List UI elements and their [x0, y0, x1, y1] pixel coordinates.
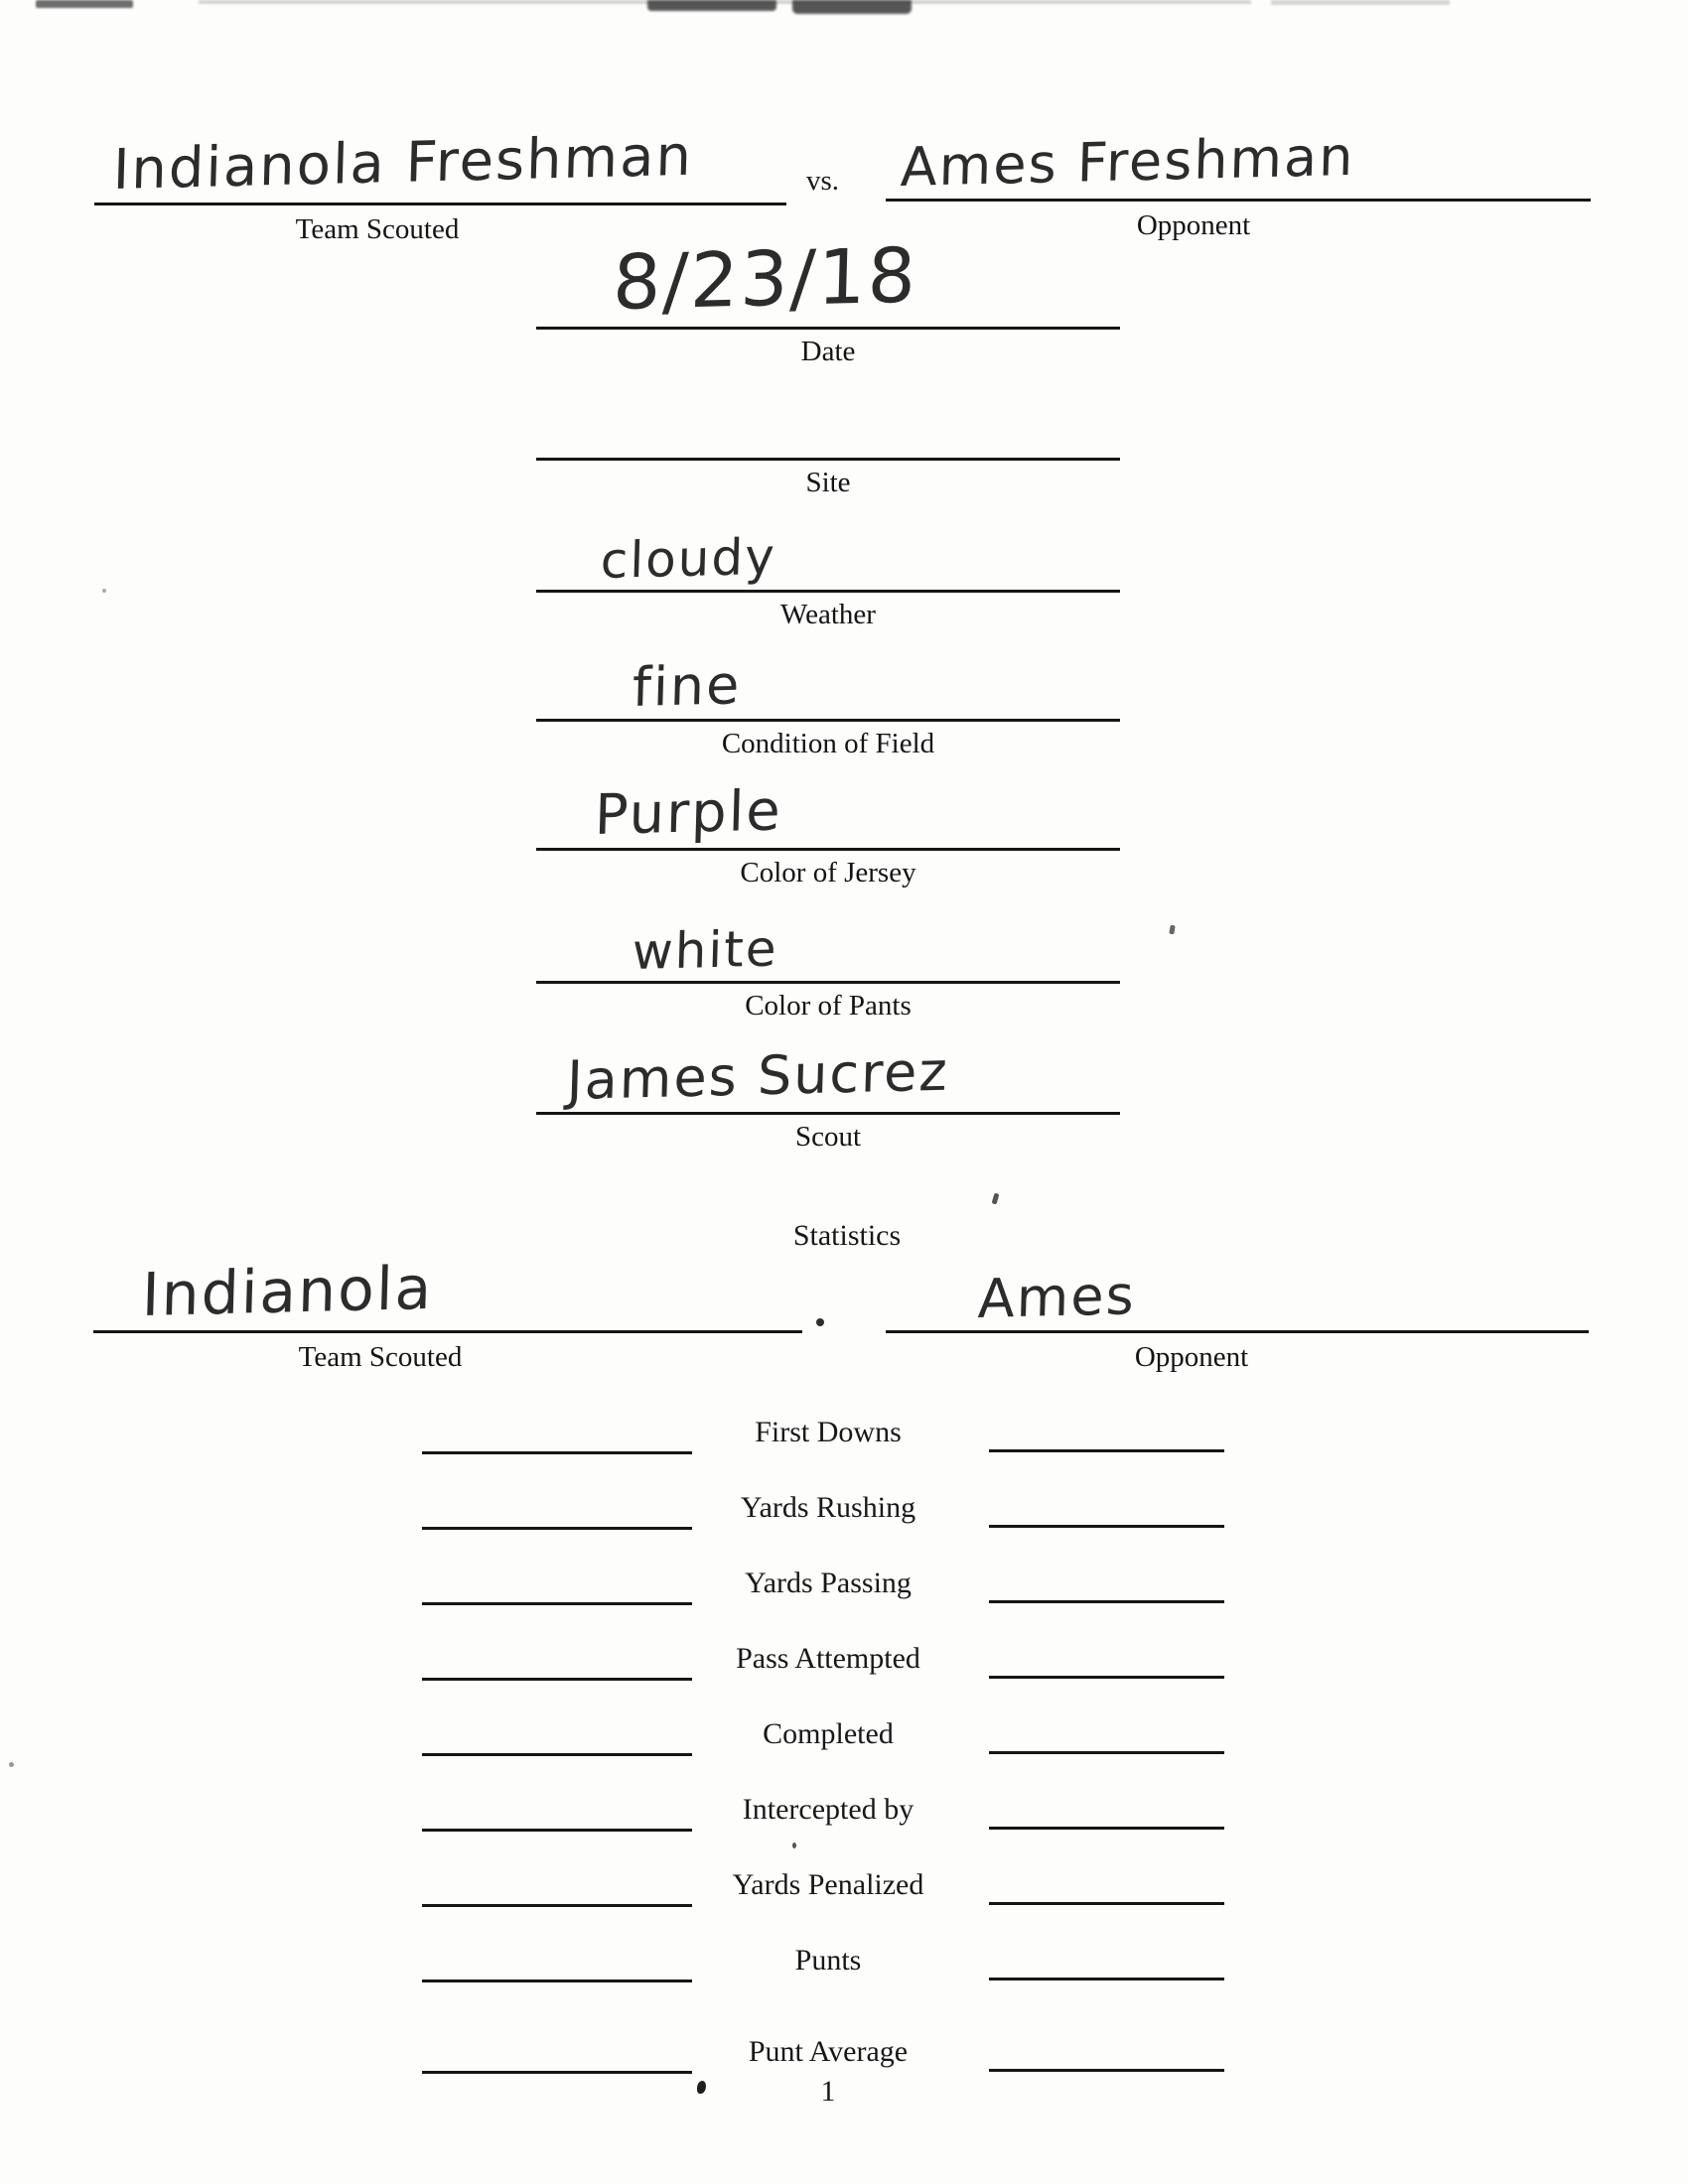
condition-of-field-label: Condition of Field — [721, 728, 935, 759]
stats-opponent-handwriting: Ames — [977, 1264, 1137, 1330]
scout-label: Scout — [794, 1121, 862, 1153]
stats-team-scouted-field — [93, 1229, 802, 1374]
condition-of-field-handwriting: fine — [632, 653, 743, 719]
date-line — [536, 327, 1120, 330]
scan-artifact-dot — [1169, 925, 1175, 935]
stat-row-first-downs — [0, 1416, 1688, 1461]
stat-label: Punt Average — [748, 2035, 909, 2068]
stat-label: Yards Rushing — [740, 1491, 916, 1524]
scan-artifact-smudge — [647, 0, 776, 11]
team-scouted-field — [94, 91, 786, 246]
opponent-label: Opponent — [1136, 209, 1251, 241]
vs-label: vs. — [806, 165, 840, 197]
stat-opponent-value-line — [989, 1898, 1224, 1905]
stats-opponent-line — [886, 1330, 1589, 1333]
color-of-pants-field — [536, 882, 1120, 1023]
page-number: 1 — [820, 2075, 836, 2108]
stat-opponent-value-line — [989, 1445, 1224, 1452]
scan-artifact-dot — [102, 589, 106, 593]
stat-label: First Downs — [755, 1416, 902, 1448]
stat-row-yards-penalized — [0, 1868, 1688, 1914]
stat-row-yards-rushing — [0, 1491, 1688, 1537]
stat-label: Intercepted by — [742, 1793, 914, 1826]
color-of-pants-handwriting: white — [632, 919, 779, 981]
color-of-pants-line — [536, 981, 1120, 984]
site-label: Site — [805, 467, 851, 498]
date-field — [536, 227, 1120, 368]
scan-artifact-smudge — [36, 0, 133, 8]
stat-row-yards-passing — [0, 1567, 1688, 1612]
color-of-jersey-handwriting: Purple — [594, 778, 783, 848]
stat-row-pass-attempted — [0, 1642, 1688, 1688]
scan-artifact-smudge — [792, 0, 912, 14]
condition-of-field-line — [536, 719, 1120, 722]
site-line — [536, 458, 1120, 461]
stat-label: Yards Penalized — [732, 1868, 924, 1901]
stat-opponent-value-line — [989, 2065, 1224, 2072]
stat-opponent-value-line — [989, 1747, 1224, 1754]
stat-opponent-value-line — [989, 1823, 1224, 1830]
team-scouted-line — [94, 203, 786, 205]
stat-label: Punts — [794, 1944, 862, 1977]
opponent-line — [886, 199, 1591, 202]
opponent-handwriting: Ames Freshman — [900, 124, 1356, 199]
scan-artifact-smudge — [1271, 0, 1450, 5]
opponent-field — [886, 87, 1591, 242]
color-of-pants-label: Color of Pants — [745, 990, 912, 1022]
weather-line — [536, 590, 1120, 593]
stat-row-intercepted-by — [0, 1793, 1688, 1839]
stat-row-punts — [0, 1944, 1688, 1989]
stats-team-scouted-handwriting: Indianola — [141, 1253, 435, 1330]
stats-opponent-field — [886, 1229, 1589, 1374]
color-of-jersey-line — [536, 848, 1120, 851]
scout-handwriting: James Sucrez — [566, 1039, 950, 1112]
weather-handwriting: cloudy — [600, 527, 777, 590]
scan-artifact-dot — [792, 1843, 796, 1848]
date-handwriting: 8/23/18 — [612, 230, 919, 327]
scan-artifact-smudge — [199, 0, 1251, 4]
stat-label: Pass Attempted — [736, 1642, 920, 1675]
stat-opponent-value-line — [989, 1596, 1224, 1603]
stats-opponent-label: Opponent — [1134, 1341, 1249, 1373]
site-field — [536, 358, 1120, 499]
stats-team-scouted-label: Team Scouted — [298, 1341, 463, 1373]
date-label: Date — [800, 336, 856, 367]
statistics-heading: Statistics — [792, 1219, 902, 1252]
team-scouted-handwriting: Indianola Freshman — [112, 123, 694, 203]
scout-field — [536, 1013, 1120, 1154]
stat-label: Yards Passing — [745, 1567, 912, 1599]
stats-team-scouted-line — [93, 1330, 802, 1333]
stat-opponent-value-line — [989, 1974, 1224, 1980]
weather-label: Weather — [780, 599, 876, 630]
stat-row-completed — [0, 1717, 1688, 1763]
stat-opponent-value-line — [989, 1672, 1224, 1679]
stat-opponent-value-line — [989, 1521, 1224, 1528]
scan-artifact-dot — [816, 1318, 824, 1326]
color-of-jersey-field — [536, 749, 1120, 889]
condition-of-field-field — [536, 619, 1120, 760]
color-of-jersey-label: Color of Jersey — [740, 857, 916, 888]
team-scouted-label: Team Scouted — [295, 213, 460, 245]
scan-artifact-dot — [992, 1193, 1000, 1205]
scout-line — [536, 1112, 1120, 1115]
stat-label: Completed — [763, 1717, 894, 1750]
weather-field — [536, 490, 1120, 631]
